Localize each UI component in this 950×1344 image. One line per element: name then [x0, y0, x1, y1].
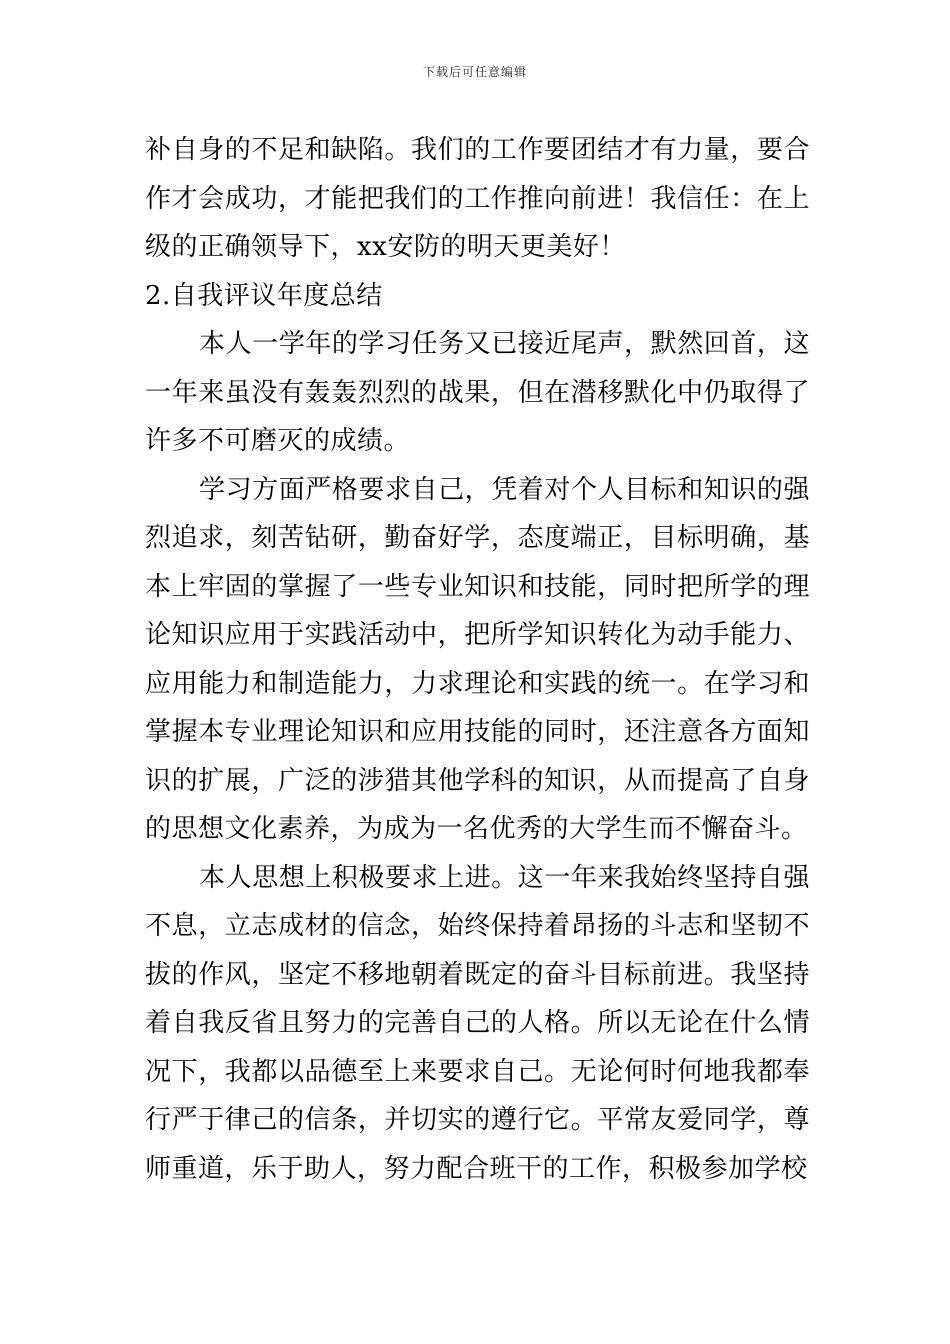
paragraph-continuation: 补自身的不足和缺陷。我们的工作要团结才有力量，要合作才会成功，才能把我们的工作推向前进！我信任：在上级的正确领导下，xx安防的明天更美好！ [145, 135, 810, 262]
section-heading: 2.自我评议年度总结 [145, 280, 383, 311]
paragraph-thought: 本人思想上积极要求上进。这一年来我始终坚持自强不息，立志成材的信念，始终保持着昂扬的斗志和坚韧不拔的作风，坚定不移地朝着既定的奋斗目标前进。我坚持着自我反省且努力的完善自己的人格。所以无论在什么情况下，我都以品德至上来要求自己。无论何时何地我都奉行严于律己的信条，并切实的遵行它。平常友爱同学，尊师重道，乐于助人，努力配合班干的工作，积极参加学校 [145, 862, 810, 1184]
paragraph-intro: 本人一学年的学习任务又已接近尾声，默然回首，这一年来虽没有轰轰烈烈的战果，但在潜移默化中仍取得了许多不可磨灭的成绩。 [145, 329, 810, 456]
page-header: 下载后可任意编辑 [422, 65, 527, 79]
document-body [145, 126, 810, 1193]
paragraph-study: 学习方面严格要求自己，凭着对个人目标和知识的强烈追求，刻苦钻研，勤奋好学，态度端正，目标明确，基本上牢固的掌握了一些专业知识和技能，同时把所学的理论知识应用于实践活动中，把所学知识转化为动手能力、应用能力和制造能力，力求理论和实践的统一。在学习和掌握本专业理论知识和应用技能的同时，还注意各方面知识的扩展，广泛的涉猎其他学科的知识，从而提高了自身的思想文化素养，为成为一名优秀的大学生而不懈奋斗。 [145, 474, 810, 844]
